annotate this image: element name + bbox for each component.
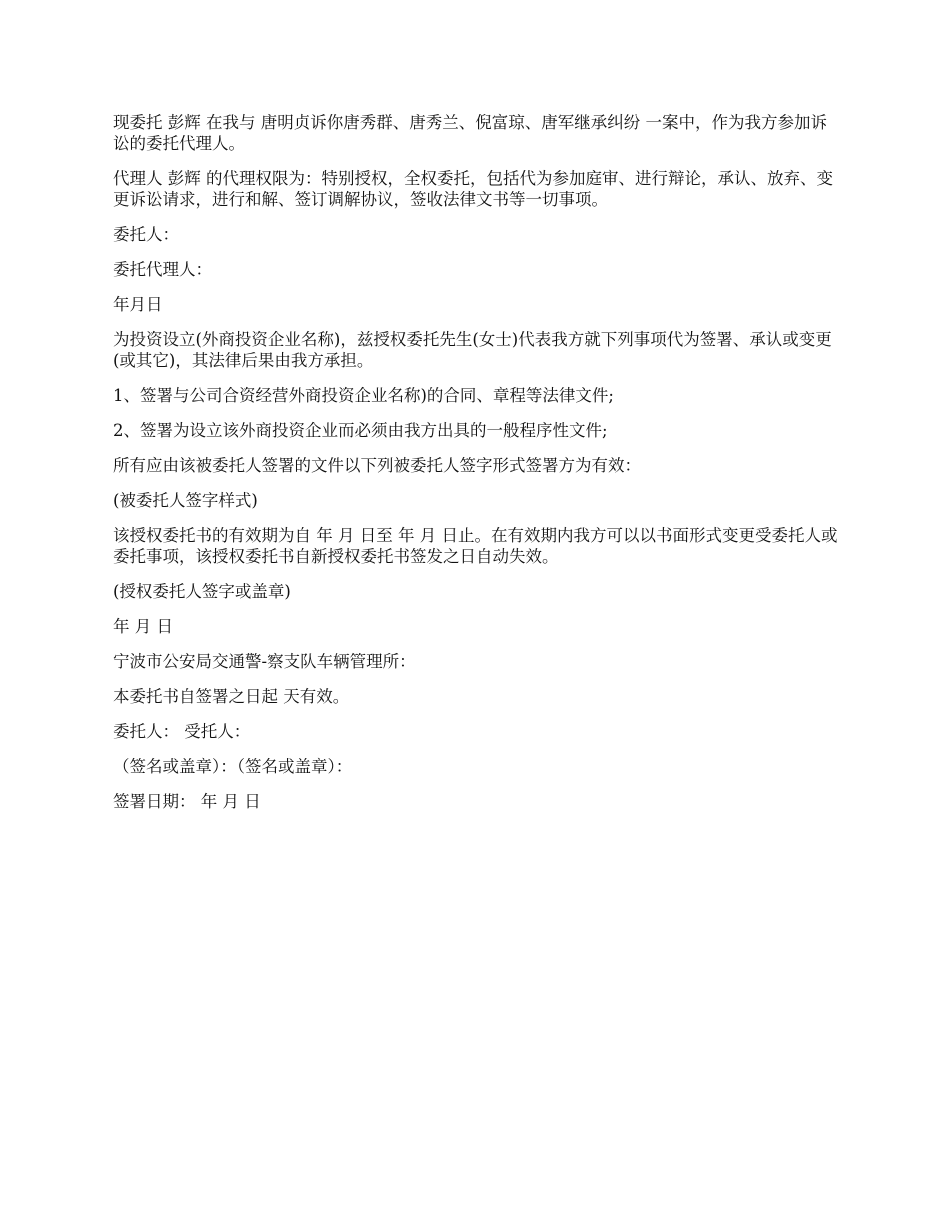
label-agent: 委托代理人： (113, 260, 212, 279)
paragraph-signature-validity: 所有应由该被委托人签署的文件以下列被委托人签字形式签署方为有效： (113, 456, 641, 475)
paragraph-investment-authorization: 为投资设立(外商投资企业名称)，兹授权委托先生(女士)代表我方就下列事项代为签署、承认或变更(或其它)，其法律后果由我方承担。 (113, 330, 832, 370)
validity-days-line: 本委托书自签署之日起 天有效。 (113, 687, 350, 706)
date-line: 年 月 日 (113, 617, 173, 636)
addressee-line: 宁波市公安局交通警-察支队车辆管理所： (113, 652, 416, 671)
document-body (113, 112, 841, 812)
signature-sample-label: (被委托人签字样式) (113, 491, 258, 510)
authorizer-signature-label: (授权委托人签字或盖章) (113, 582, 291, 601)
paragraph-validity-period: 该授权委托书的有效期为自 年 月 日至 年 月 日止。在有效期内我方可以以书面形式变更受委托人或委托事项，该授权委托书自新授权委托书签发之日自动失效。 (113, 526, 838, 566)
list-item-1: 1、签署与公司合资经营外商投资企业名称)的合同、章程等法律文件; (113, 386, 614, 405)
date-line: 年月日 (113, 295, 163, 314)
paragraph-appointment: 现委托 彭辉 在我与 唐明贞诉你唐秀群、唐秀兰、倪富琼、唐军继承纠纷 一案中，作为我方参加诉讼的委托代理人。 (113, 113, 827, 153)
signing-date-line: 签署日期： 年 月 日 (113, 792, 261, 811)
signature-seal-labels: （签名或盖章）：（签名或盖章）： (113, 757, 353, 776)
label-principal: 委托人： (113, 225, 179, 244)
list-item-2: 2、签署为设立该外商投资企业而必须由我方出具的一般程序性文件; (113, 421, 608, 440)
principal-agent-labels: 委托人： 受托人： (113, 722, 251, 741)
paragraph-authority-scope: 代理人 彭辉 的代理权限为：特别授权，全权委托，包括代为参加庭审、进行辩论，承认、放弃、变更诉讼请求，进行和解、签订调解协议，签收法律文书等一切事项。 (113, 169, 833, 209)
